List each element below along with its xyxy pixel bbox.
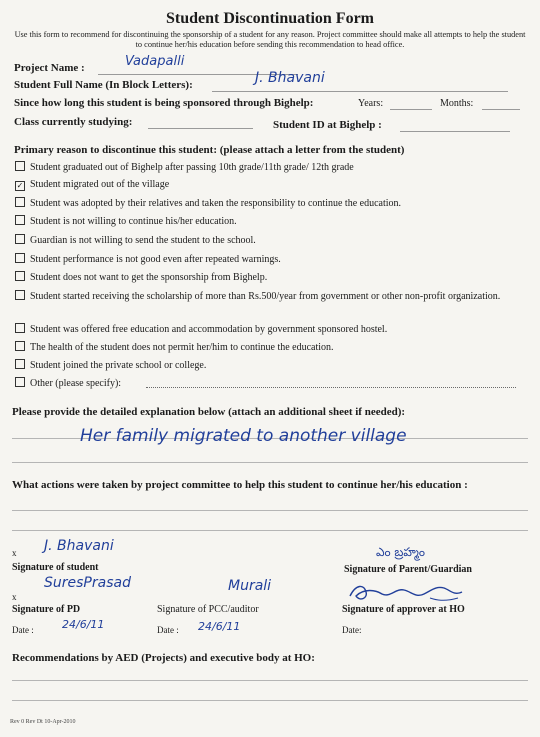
actions-line-1 <box>12 510 528 511</box>
pcc-signature-label: Signature of PCC/auditor <box>157 604 259 615</box>
reason-checkbox[interactable]: ✓ <box>16 181 24 190</box>
reason-checkbox[interactable] <box>15 359 25 369</box>
reason-label: Guardian is not willing to send the student to the school. <box>30 235 256 246</box>
student-name-label: Student Full Name (In Block Letters): <box>14 79 193 91</box>
recommendations-line-1 <box>12 680 528 681</box>
pd-signature-label: Signature of PD <box>12 604 81 615</box>
reason-item <box>15 161 515 174</box>
reason-label: Student was offered free education and accommodation by government sponsored hostel. <box>30 324 388 335</box>
student-signature-label: Signature of student <box>12 562 99 573</box>
pcc-date: 24/6/11 <box>198 620 241 633</box>
reason-item <box>15 290 515 303</box>
months-label: Months: <box>440 98 474 109</box>
reason-label: Student performance is not good even after repeated warnings. <box>30 254 281 265</box>
class-label: Class currently studying: <box>14 116 133 128</box>
student-name-value: J. Bhavani <box>255 70 325 86</box>
pd-date: 24/6/11 <box>62 618 105 631</box>
sponsored-label: Since how long this student is being sponsored through Bighelp: <box>14 97 314 109</box>
reason-item <box>15 215 515 228</box>
reason-item <box>15 271 515 284</box>
reason-label: Student joined the private school or college. <box>30 360 207 371</box>
months-line <box>482 109 520 110</box>
reason-item <box>15 359 515 372</box>
reason-item <box>15 179 515 191</box>
reason-checkbox[interactable] <box>15 323 25 333</box>
reason-item <box>15 197 515 210</box>
ho-signature <box>346 578 466 606</box>
ho-signature-label: Signature of approver at HO <box>342 604 465 615</box>
reasons-heading: Primary reason to discontinue this student: (please attach a letter from the student) <box>14 144 405 156</box>
reason-label: Student graduated out of Bighelp after passing 10th grade/11th grade/ 12th grade <box>30 162 354 173</box>
reason-checkbox[interactable] <box>15 253 25 263</box>
form-intro: Use this form to recommend for discontinuing the sponsorship of a student for any reason. Project committee should make all attempts to help the student to continue her/his education before sending this recommendation to head office. <box>14 30 526 49</box>
reason-checkbox[interactable] <box>15 271 25 281</box>
reason-checkbox[interactable] <box>15 341 25 351</box>
ho-date-label: Date: <box>342 625 362 635</box>
reason-checkbox[interactable] <box>15 234 25 244</box>
actions-line-2 <box>12 530 528 531</box>
reason-checkbox[interactable] <box>15 377 25 387</box>
years-line <box>390 109 432 110</box>
reason-label: Student does not want to get the sponsorship from Bighelp. <box>30 272 268 283</box>
explanation-line-2 <box>12 462 528 463</box>
reason-item <box>15 234 515 247</box>
years-label: Years: <box>358 98 384 109</box>
parent-signature-label: Signature of Parent/Guardian <box>344 564 472 575</box>
reason-label: Student was adopted by their relatives and taken the responsibility to continue the education. <box>30 198 402 209</box>
pd-signature: SuresPrasad <box>44 575 131 591</box>
reason-label: Student started receiving the scholarship of more than Rs.500/year from government or other non-profit organization. <box>30 291 501 302</box>
parent-signature: ఎం బ్రహ్మం <box>376 545 425 559</box>
form-footer: Rev 0 Rev Dt 10-Apr-2010 <box>10 719 76 725</box>
other-specify-line <box>146 387 516 388</box>
actions-heading: What actions were taken by project committee to help this student to continue her/his education : <box>12 479 468 491</box>
explanation-heading: Please provide the detailed explanation below (attach an additional sheet if needed): <box>12 406 406 418</box>
class-line <box>148 128 253 129</box>
reason-item <box>15 341 515 354</box>
explanation-text: Her family migrated to another village <box>80 426 407 446</box>
reason-label: Student is not willing to continue his/her education. <box>30 216 237 227</box>
form-title: Student Discontinuation Form <box>165 10 375 27</box>
student-id-line <box>400 131 510 132</box>
reason-item <box>15 377 515 390</box>
reason-item <box>15 253 515 266</box>
pd-date-label: Date : <box>12 625 34 635</box>
student-name-line <box>212 91 508 92</box>
reason-label: Other (please specify): <box>30 378 122 389</box>
reason-label: Student migrated out of the village <box>30 179 170 190</box>
reason-checkbox[interactable] <box>15 197 25 207</box>
reason-checkbox[interactable] <box>15 161 25 171</box>
reason-item <box>15 323 515 336</box>
student-id-label: Student ID at Bighelp : <box>273 119 382 131</box>
student-x-mark: x <box>12 548 17 558</box>
pd-x-mark: x <box>12 592 17 602</box>
project-name-value: Vadapalli <box>125 54 185 69</box>
reason-checkbox[interactable] <box>15 290 25 300</box>
recommendations-heading: Recommendations by AED (Projects) and executive body at HO: <box>12 652 315 664</box>
student-signature: J. Bhavani <box>44 538 114 554</box>
recommendations-line-2 <box>12 700 528 701</box>
reason-label: The health of the student does not permit her/him to continue the education. <box>30 342 334 353</box>
project-name-label: Project Name : <box>14 62 85 74</box>
reason-checkbox[interactable] <box>15 215 25 225</box>
pcc-date-label: Date : <box>157 625 179 635</box>
pcc-signature: Murali <box>228 578 272 594</box>
